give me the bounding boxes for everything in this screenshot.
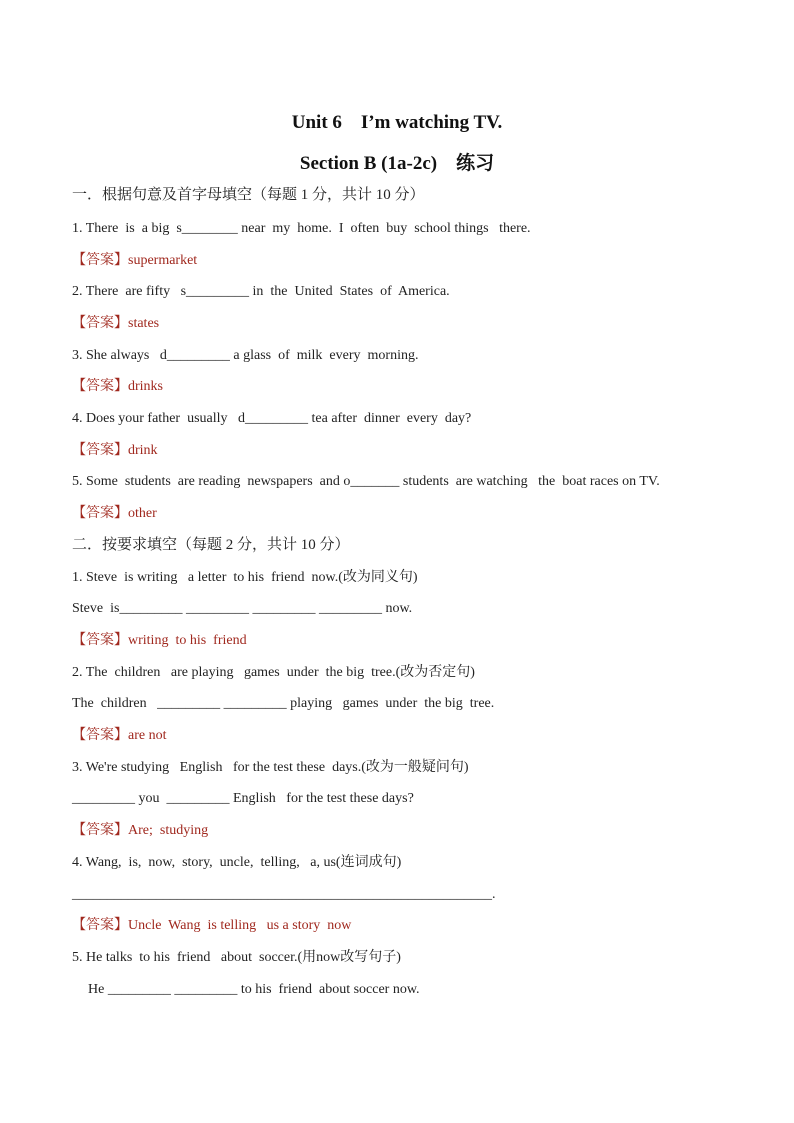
part1-answer-4	[72, 442, 158, 460]
answer-tag: 【答案】	[72, 316, 128, 331]
part2-question-3: 3. We're studying English for the test these days.(改为一般疑问句)	[72, 760, 469, 775]
answer-text: supermarket	[128, 253, 198, 268]
part2-blank-line-5: He _________ _________ to his friend about soccer now.	[88, 982, 420, 997]
part1-question-3: 3. She always d_________ a glass of milk every morning.	[72, 348, 419, 363]
answer-tag: 【答案】	[72, 506, 128, 521]
part1-question-4: 4. Does your father usually d_________ tea after dinner every day?	[72, 411, 472, 426]
answer-text: are not	[128, 728, 167, 743]
answer-tag: 【答案】	[72, 253, 128, 268]
answer-tag: 【答案】	[72, 443, 128, 458]
part2-question-1: 1. Steve is writing a letter to his friend now.(改为同义句)	[72, 570, 418, 585]
part2-answer-4	[72, 917, 351, 935]
answer-text: drink	[128, 443, 158, 458]
answer-text: writing to his friend	[128, 633, 247, 648]
part2-answer-2	[72, 727, 166, 745]
answer-text: Are; studying	[128, 823, 209, 838]
part2-answer-1	[72, 632, 247, 650]
part1-answer-1	[72, 252, 197, 270]
part1-heading: 一．根据句意及首字母填空（每题 1 分，共计 10 分）	[72, 187, 425, 203]
page-subtitle: Section B (1a-2c) 练习	[299, 153, 495, 174]
part2-question-5: 5. He talks to his friend about soccer.(用now改写句子)	[72, 950, 401, 965]
part1-question-1: 1. There is a big s________ near my home. I often buy school things there.	[72, 221, 531, 236]
part2-heading: 二．按要求填空（每题 2 分，共计 10 分）	[72, 537, 350, 553]
part1-answer-2	[72, 315, 159, 333]
part1-question-5: 5. Some students are reading newspapers and o_______ students are watching the boat races on TV.	[72, 474, 660, 489]
part2-question-4: 4. Wang, is, now, story, uncle, telling, a, us(连词成句)	[72, 855, 402, 870]
part2-answer-3	[72, 822, 208, 840]
part2-question-2: 2. The children are playing games under the big tree.(改为否定句)	[72, 665, 475, 680]
answer-text: states	[128, 316, 160, 331]
answer-text: drinks	[128, 379, 163, 394]
part2-blank-line-4: ____________________________________________________________.	[72, 887, 496, 902]
answer-tag: 【答案】	[72, 918, 128, 933]
answer-text: Uncle Wang is telling us a story now	[128, 918, 352, 933]
answer-tag: 【答案】	[72, 379, 128, 394]
part1-answer-3	[72, 378, 163, 396]
part2-blank-line-3: _________ you _________ English for the test these days?	[72, 791, 414, 806]
part1-question-2: 2. There are fifty s_________ in the United States of America.	[72, 284, 450, 299]
part1-answer-5	[72, 505, 157, 523]
answer-tag: 【答案】	[72, 823, 128, 838]
answer-tag: 【答案】	[72, 633, 128, 648]
answer-tag: 【答案】	[72, 728, 128, 743]
page-title: Unit 6 I’m watching TV.	[291, 112, 503, 133]
part2-blank-line-2: The children _________ _________ playing games under the big tree.	[72, 696, 495, 711]
part2-blank-line-1: Steve is_________ _________ _________ _________ now.	[72, 601, 413, 616]
answer-text: other	[128, 506, 157, 521]
